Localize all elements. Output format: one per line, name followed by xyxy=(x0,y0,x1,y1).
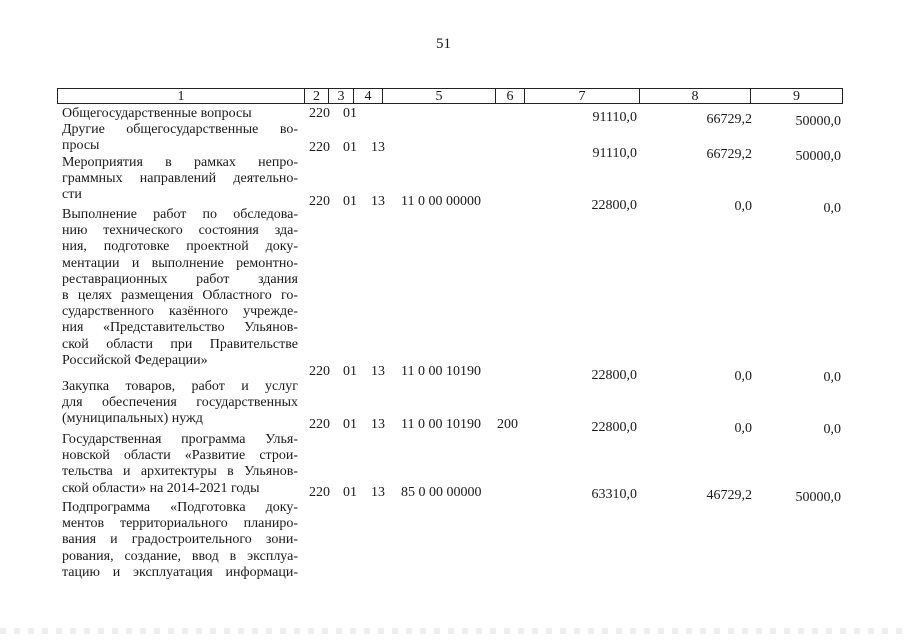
header-col-1: 1 xyxy=(57,88,305,104)
header-col-3: 3 xyxy=(328,88,354,104)
row-description xyxy=(62,432,298,497)
desc-line: новской области «Развитие строи- xyxy=(62,448,298,464)
desc-line: сти xyxy=(62,187,82,203)
desc-line: тацию и эксплуатация информаци- xyxy=(62,564,298,580)
cell-col-7: 91110,0 xyxy=(592,110,637,125)
cell-col-2: 220 xyxy=(309,417,330,432)
cell-col-3: 01 xyxy=(343,364,357,379)
cell-col-4: 13 xyxy=(371,194,385,209)
header-col-8: 8 xyxy=(639,88,751,104)
row-description xyxy=(62,379,298,428)
desc-line: ской области при Правительстве xyxy=(62,336,298,352)
desc-line: Мероприятия в рамках непро- xyxy=(62,155,298,170)
row-description xyxy=(62,207,298,369)
cell-col-4: 13 xyxy=(371,417,385,432)
cell-col-3: 01 xyxy=(343,194,357,209)
cell-col-3: 01 xyxy=(343,106,357,121)
desc-line: Выполнение работ по обследова- xyxy=(62,207,298,222)
cell-col-2: 220 xyxy=(309,194,330,209)
cell-col-4: 13 xyxy=(371,485,385,500)
cell-col-7: 22800,0 xyxy=(591,368,637,383)
cell-col-9: 0,0 xyxy=(823,201,841,216)
cell-col-9: 0,0 xyxy=(823,422,841,437)
desc-line: сударственного казённого учрежде- xyxy=(62,304,298,320)
row-description xyxy=(62,122,298,154)
desc-line: вания и градостроительного зони- xyxy=(62,532,298,548)
scan-noise-marks xyxy=(0,628,905,634)
desc-line: Подпрограмма «Подготовка доку- xyxy=(62,500,298,515)
cell-col-9: 50000,0 xyxy=(795,149,841,164)
cell-col-2: 220 xyxy=(309,485,330,500)
desc-line: рования, создание, ввод в эксплуа- xyxy=(62,548,298,564)
cell-col-7: 63310,0 xyxy=(591,487,637,502)
cell-col-8: 66729,2 xyxy=(706,147,752,162)
cell-col-5: 11 0 00 00000 xyxy=(401,194,481,209)
cell-col-7: 22800,0 xyxy=(591,420,637,435)
cell-col-9: 50000,0 xyxy=(795,114,841,129)
desc-line: Государственная программа Улья- xyxy=(62,432,298,447)
cell-col-2: 220 xyxy=(309,364,330,379)
desc-line: для обеспечения государственных xyxy=(62,395,298,411)
header-col-6: 6 xyxy=(495,88,525,104)
row-description xyxy=(62,106,298,122)
desc-line: в целях размещения Областного го- xyxy=(62,288,298,304)
cell-col-2: 220 xyxy=(309,140,330,155)
desc-line: ской области» на 2014-2021 годы xyxy=(62,480,260,496)
cell-col-3: 01 xyxy=(343,140,357,155)
desc-line: Другие общегосударственные во- xyxy=(62,122,298,137)
desc-line: ментов территориального планиро- xyxy=(62,516,298,532)
cell-col-4: 13 xyxy=(371,140,385,155)
cell-col-8: 46729,2 xyxy=(706,488,752,503)
desc-line: нию технического состояния зда- xyxy=(62,223,298,239)
desc-line: ментации и выполнение ремонтно- xyxy=(62,255,298,271)
cell-col-4: 13 xyxy=(371,364,385,379)
cell-col-2: 220 xyxy=(309,106,330,121)
desc-line: Общегосударственные вопросы xyxy=(62,106,252,121)
cell-col-8: 0,0 xyxy=(734,199,752,214)
row-description xyxy=(62,155,298,204)
desc-line: реставрационных работ здания xyxy=(62,271,298,287)
cell-col-8: 0,0 xyxy=(734,421,752,436)
cell-col-3: 01 xyxy=(343,485,357,500)
cell-col-7: 91110,0 xyxy=(592,146,637,161)
desc-line: Российской Федерации» xyxy=(62,352,208,368)
cell-col-5: 85 0 00 00000 xyxy=(401,485,482,500)
cell-col-7: 22800,0 xyxy=(591,198,637,213)
desc-line: граммных направлений деятельно- xyxy=(62,171,298,187)
desc-line: Закупка товаров, работ и услуг xyxy=(62,379,298,394)
cell-col-8: 0,0 xyxy=(734,369,752,384)
row-description xyxy=(62,500,298,581)
cell-col-3: 01 xyxy=(343,417,357,432)
cell-col-9: 0,0 xyxy=(823,370,841,385)
table-header xyxy=(57,88,843,104)
header-col-7: 7 xyxy=(524,88,640,104)
desc-line: ния, подготовке проектной доку- xyxy=(62,239,298,255)
cell-col-5: 11 0 00 10190 xyxy=(401,417,481,432)
header-col-9: 9 xyxy=(750,88,843,104)
header-col-5: 5 xyxy=(382,88,496,104)
desc-line: тельства и архитектуры в Ульянов- xyxy=(62,464,298,480)
page-number: 51 xyxy=(436,36,451,52)
header-col-2: 2 xyxy=(304,88,329,104)
header-col-4: 4 xyxy=(353,88,383,104)
desc-line: ния «Представительство Ульянов- xyxy=(62,320,298,336)
cell-col-5: 11 0 00 10190 xyxy=(401,364,481,379)
cell-col-6: 200 xyxy=(497,417,518,432)
desc-line: просы xyxy=(62,138,100,154)
cell-col-9: 50000,0 xyxy=(795,490,841,505)
cell-col-8: 66729,2 xyxy=(706,112,752,127)
desc-line: (муниципальных) нужд xyxy=(62,411,203,427)
